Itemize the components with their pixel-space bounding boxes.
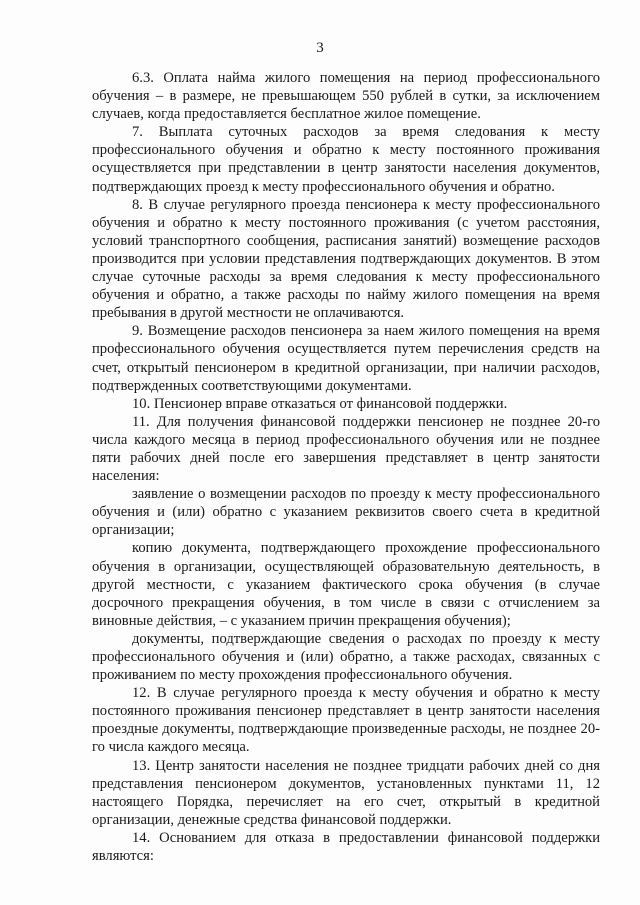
document-body	[92, 69, 600, 865]
page-number: 3	[316, 40, 324, 56]
paragraph-8: 8. В случае регулярного проезда пенсионера к месту профессионального обучения и обратно к месту постоянного проживания (с учетом расстояния, условий транспортного сообщения, расписания занятий) возмещение расходов производится при условии представления подтверждающих документов. В этом случае суточные расходы за время следования к месту профессионального обучения и обратно, а также расходы по найму жилого помещения на время пребывания в другой местности не оплачиваются.	[92, 196, 600, 322]
paragraph-7: 7. Выплата суточных расходов за время следования к месту профессионального обучения и обратно к месту постоянного проживания осуществляется при представлении в центр занятости населения документов, подтверждающих проезд к месту профессионального обучения и обратно.	[92, 124, 600, 195]
paragraph-11: 11. Для получения финансовой поддержки пенсионер не позднее 20-го числа каждого месяца в период профессионального обучения или не позднее пяти рабочих дней после его завершения представляет в центр занятости населения:	[92, 413, 600, 485]
paragraph-11-item-expense-documents: документы, подтверждающие сведения о расходах по проезду к месту профессионального обучения и (или) обратно, а также расходах, связанных с проживанием по месту прохождения профессионального обучения.	[92, 630, 600, 684]
paragraph-12: 12. В случае регулярного проезда к месту обучения и обратно к месту постоянного проживания пенсионер представляет в центр занятости населения проездные документы, подтверждающие произведенные расходы, не позднее 20-го числа каждого месяца.	[92, 685, 600, 756]
paragraph-14: 14. Основанием для отказа в предоставлении финансовой поддержки являются:	[92, 829, 600, 865]
paragraph-13: 13. Центр занятости населения не позднее тридцати рабочих дней со дня представления пенсионером документов, установленных пунктами 11, 12 настоящего Порядка, перечисляет на его счет, открытый в кредитной организации, денежные средства финансовой поддержки.	[92, 757, 600, 828]
paragraph-6-3: 6.3. Оплата найма жилого помещения на период профессионального обучения – в размере, не превышающем 550 рублей в сутки, за исключением случаев, когда предоставляется бесплатное жилое помещение.	[92, 70, 600, 123]
paragraph-10: 10. Пенсионер вправе отказаться от финансовой поддержки.	[132, 395, 508, 412]
paragraph-11-item-application: заявление о возмещении расходов по проезду к месту профессионального обучения и (или) обратно с указанием реквизитов своего счета в кредитной организации;	[92, 486, 600, 539]
paragraph-11-item-document-copy: копию документа, подтверждающего прохождение профессионального обучения в организации, осуществляющей образовательную деятельность, в другой местности, с указанием фактического срока обучения (в случае досрочного прекращения обучения, в том числе в связи с отчислением за виновные действия, – с указанием причин прекращения обучения);	[92, 540, 600, 629]
paragraph-9: 9. Возмещение расходов пенсионера за наем жилого помещения на время профессионального обучения осуществляется путем перечисления средств на счет, открытый пенсионером в кредитной организации, при наличии расходов, подтвержденных соответствующими документами.	[92, 323, 600, 394]
